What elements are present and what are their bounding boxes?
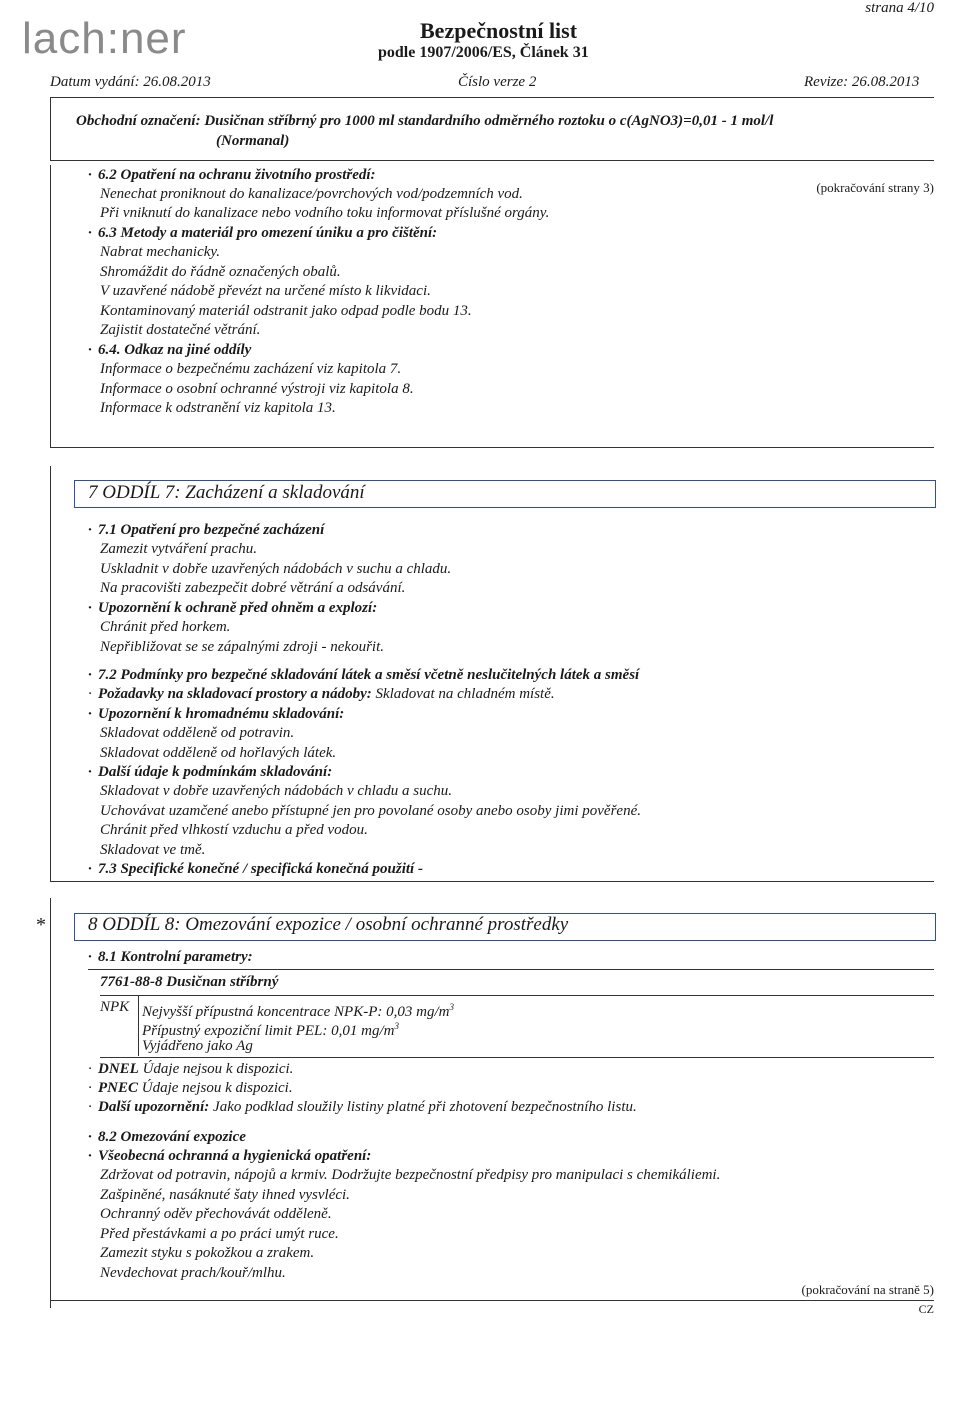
- divider: [100, 1057, 934, 1058]
- section-6-3-heading: · 6.3 Metody a materiál pro omezení úniku a pro čištění:: [88, 225, 438, 241]
- text-line: Nevdechovat prach/kouř/mlhu.: [100, 1265, 286, 1281]
- text-line: Chránit před vlhkostí vzduchu a před vodou.: [100, 822, 368, 838]
- text-line: Zdržovat od potravin, nápojů a krmiv. Dodržujte bezpečnostní předpisy pro manipulaci s chemikáliemi.: [100, 1167, 721, 1183]
- section6-box-left: [50, 165, 51, 447]
- text-line: Zamezit vytváření prachu.: [100, 541, 258, 557]
- footer-rule: [50, 1300, 934, 1301]
- dnel-line: · DNEL Údaje nejsou k dispozici.: [88, 1061, 294, 1077]
- text-line: Informace k odstranění viz kapitola 13.: [100, 400, 336, 416]
- text-line: Skladovat odděleně od hořlavých látek.: [100, 745, 337, 761]
- general-measures-heading: · Všeobecná ochranná a hygienická opatření:: [88, 1148, 372, 1164]
- further-notes: · Další upozornění: Jako podklad sloužily listiny platné při zhotovení bezpečnostního listu.: [88, 1099, 637, 1115]
- text-line: Informace o bezpečnému zacházení viz kapitola 7.: [100, 361, 402, 377]
- header-box-bottom: [50, 160, 934, 161]
- text-line: Nenechat proniknout do kanalizace/povrchových vod/podzemních vod.: [100, 186, 523, 202]
- text-line: Ochranný oděv přechovávát odděleně.: [100, 1206, 332, 1222]
- substance-name: 7761-88-8 Dusičnan stříbrný: [100, 974, 279, 990]
- company-logo: lach:ner: [22, 14, 187, 63]
- text-line: Na pracovišti zabezpečit dobré větrání a odsávání.: [100, 580, 406, 596]
- section-7-2-heading: · 7.2 Podmínky pro bezpečné skladování látek a směsí včetně neslučitelných látek a směsí: [88, 667, 640, 683]
- pnec-line: · PNEC Údaje nejsou k dispozici.: [88, 1080, 293, 1096]
- text-line: Zašpiněné, nasáknuté šaty ihned vysvléci.: [100, 1187, 350, 1203]
- section6-box-bottom: [50, 447, 934, 448]
- pel-line: Přípustný expoziční limit PEL: 0,01 $mg/m^3$: [142, 1021, 399, 1039]
- text-line: Kontaminovaný materiál odstranit jako odpad podle bodu 13.: [100, 303, 472, 319]
- header-box-top: [50, 97, 934, 98]
- text-line: Před přestávkami a po práci umýt ruce.: [100, 1226, 339, 1242]
- further-storage-heading: · Další údaje k podmínkám skladování:: [88, 764, 333, 780]
- issue-date: Datum vydání: 26.08.2013: [50, 74, 211, 90]
- text-line: Uskladnit v dobře uzavřených nádobách v suchu a chladu.: [100, 561, 452, 577]
- section8-box-left: [50, 898, 51, 1308]
- section-7-title: 7 ODDÍL 7: Zacházení a skladování: [88, 482, 365, 503]
- npk-line-1: Nejvyšší přípustná koncentrace NPK-P: 0,03 $mg/m^3$: [142, 1002, 454, 1020]
- text-line: Skladovat odděleně od potravin.: [100, 725, 295, 741]
- product-name: Obchodní označení: Dusičnan stříbrný pro 1000 ml standardního odměrného roztoku o c(AgNO3)=0,01 - 1 mol/l: [76, 113, 774, 129]
- document-subtitle: podle 1907/2006/ES, Článek 31: [378, 44, 589, 61]
- document-title: Bezpečnostní list: [420, 18, 578, 43]
- text-line: V uzavřené nádobě převézt na určené místo k likvidaci.: [100, 283, 431, 299]
- section-7-1-heading: · 7.1 Opatření pro bezpečné zacházení: [88, 522, 325, 538]
- section7-box-bottom: [50, 881, 934, 882]
- text-line: Zamezit styku s pokožkou a zrakem.: [100, 1245, 315, 1261]
- section7-box-left: [50, 466, 51, 881]
- continued-from: (pokračování strany 3): [816, 180, 934, 195]
- section-8-2-heading: · 8.2 Omezování expozice: [88, 1129, 246, 1145]
- page-number: strana 4/10: [865, 0, 934, 16]
- section-6-4-heading: · 6.4. Odkaz na jiné oddíly: [88, 342, 252, 358]
- text-line: Informace o osobní ochranné výstroji viz kapitola 8.: [100, 381, 414, 397]
- section-7-3-heading: · 7.3 Specifické konečné / specifická konečná použití -: [88, 861, 423, 877]
- text-line: Skladovat v dobře uzavřených nádobách v chladu a suchu.: [100, 783, 452, 799]
- revision-marker: *: [36, 914, 46, 936]
- section-8-1-heading: · 8.1 Kontrolní parametry:: [88, 949, 253, 965]
- version-number: Číslo verze 2: [458, 74, 537, 90]
- text-line: Nepřibližovat se se zápalnými zdroji - nekouřit.: [100, 639, 385, 655]
- storage-requirements: · Požadavky na skladovací prostory a nádoby: Skladovat na chladném místě.: [88, 686, 555, 702]
- continued-on: (pokračování na straně 5): [801, 1282, 934, 1297]
- text-line: Shromáždit do řádně označených obalů.: [100, 264, 341, 280]
- section-6-2-heading: · 6.2 Opatření na ochranu životního prostředí:: [88, 167, 376, 183]
- language-code: CZ: [918, 1302, 934, 1316]
- text-line: Zajistit dostatečné větrání.: [100, 322, 261, 338]
- text-line: Při vniknutí do kanalizace nebo vodního toku informovat příslušné orgány.: [100, 205, 550, 221]
- text-line: Skladovat ve tmě.: [100, 842, 206, 858]
- npk-label: NPK: [100, 999, 130, 1015]
- text-line: Nabrat mechanicky.: [100, 244, 220, 260]
- divider: [88, 969, 934, 970]
- revision-date: Revize: 26.08.2013: [804, 74, 920, 90]
- header-box-left: [50, 97, 51, 160]
- product-name-cont: (Normanal): [216, 133, 290, 149]
- fire-protection-heading: · Upozornění k ochraně před ohněm a explozí:: [88, 600, 378, 616]
- npk-divider: [138, 996, 139, 1056]
- text-line: Chránit před horkem.: [100, 619, 231, 635]
- text-line: Uchovávat uzamčené anebo přístupné jen pro povolané osoby anebo osoby jimi pověřené.: [100, 803, 641, 819]
- section-8-title: 8 ODDÍL 8: Omezování expozice / osobní ochranné prostředky: [88, 914, 569, 935]
- bulk-storage-heading: · Upozornění k hromadnému skladování:: [88, 706, 345, 722]
- divider: [100, 995, 934, 996]
- expressed-as: Vyjádřeno jako Ag: [142, 1038, 253, 1054]
